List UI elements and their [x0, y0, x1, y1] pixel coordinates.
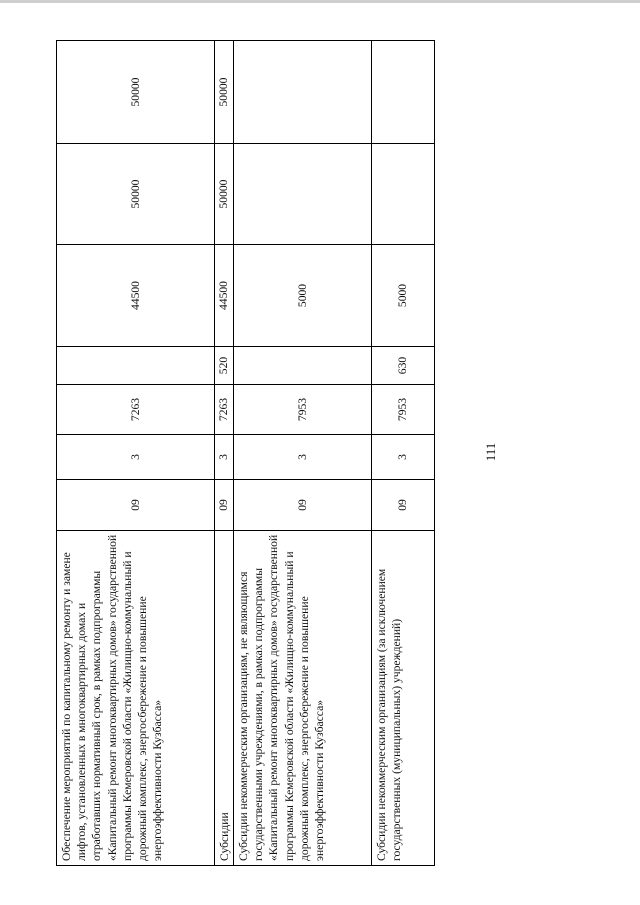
budget-table — [56, 41, 434, 866]
amount-2 — [234, 144, 372, 245]
amount-1: 5000 — [234, 245, 372, 347]
target-article-code: 7263 — [57, 385, 215, 435]
amount-1: 44500 — [215, 245, 234, 347]
section-code: 09 — [57, 480, 215, 531]
row-description: Субсидии некоммерческим организациям (за исключением государственных (муниципальных) учреждений) — [372, 531, 435, 866]
amount-2 — [372, 144, 435, 245]
scan-top-edge — [0, 0, 640, 3]
subsection-code: 3 — [234, 435, 372, 480]
expense-type-code: 630 — [372, 347, 435, 385]
section-code: 09 — [215, 480, 234, 531]
amount-3: 50000 — [215, 41, 234, 144]
target-article-code: 7953 — [372, 385, 435, 435]
expense-type-code: 520 — [215, 347, 234, 385]
amount-3 — [234, 41, 372, 144]
expense-type-code — [234, 347, 372, 385]
amount-1: 5000 — [372, 245, 435, 347]
page-number: 111 — [483, 442, 498, 462]
table-row — [234, 41, 372, 866]
section-code: 09 — [234, 480, 372, 531]
target-article-code: 7953 — [234, 385, 372, 435]
table-row — [372, 41, 435, 866]
row-description: Субсидии — [215, 531, 234, 866]
amount-2: 50000 — [57, 144, 215, 245]
table-row — [57, 41, 215, 866]
row-description: Субсидии некоммерческим организациям, не являющимся государственными учреждениями, в рамках подпрограммы «Капитальный ремонт многоквартирных домов» государственной программы Кемеровской области «Жилищно-коммунальный и дорожный комплекс, энергосбережение и повышение энергоэффективности Кузбасса» — [234, 531, 372, 866]
subsection-code: 3 — [57, 435, 215, 480]
row-description: Обеспечение мероприятий по капитальному ремонту и замене лифтов, установленных в многоквартирных домах и отработавших нормативный срок, в рамках подпрограммы «Капитальный ремонт многоквартирных домов» государственной программы Кемеровской области «Жилищно-коммунальный и дорожный комплекс, энергосбережение и повышение энергоэффективности Кузбасса» — [57, 531, 215, 866]
section-code: 09 — [372, 480, 435, 531]
amount-3 — [372, 41, 435, 144]
expense-type-code — [57, 347, 215, 385]
table-row — [215, 41, 234, 866]
subsection-code: 3 — [215, 435, 234, 480]
amount-2: 50000 — [215, 144, 234, 245]
subsection-code: 3 — [372, 435, 435, 480]
target-article-code: 7263 — [215, 385, 234, 435]
amount-3: 50000 — [57, 41, 215, 144]
amount-1: 44500 — [57, 245, 215, 347]
